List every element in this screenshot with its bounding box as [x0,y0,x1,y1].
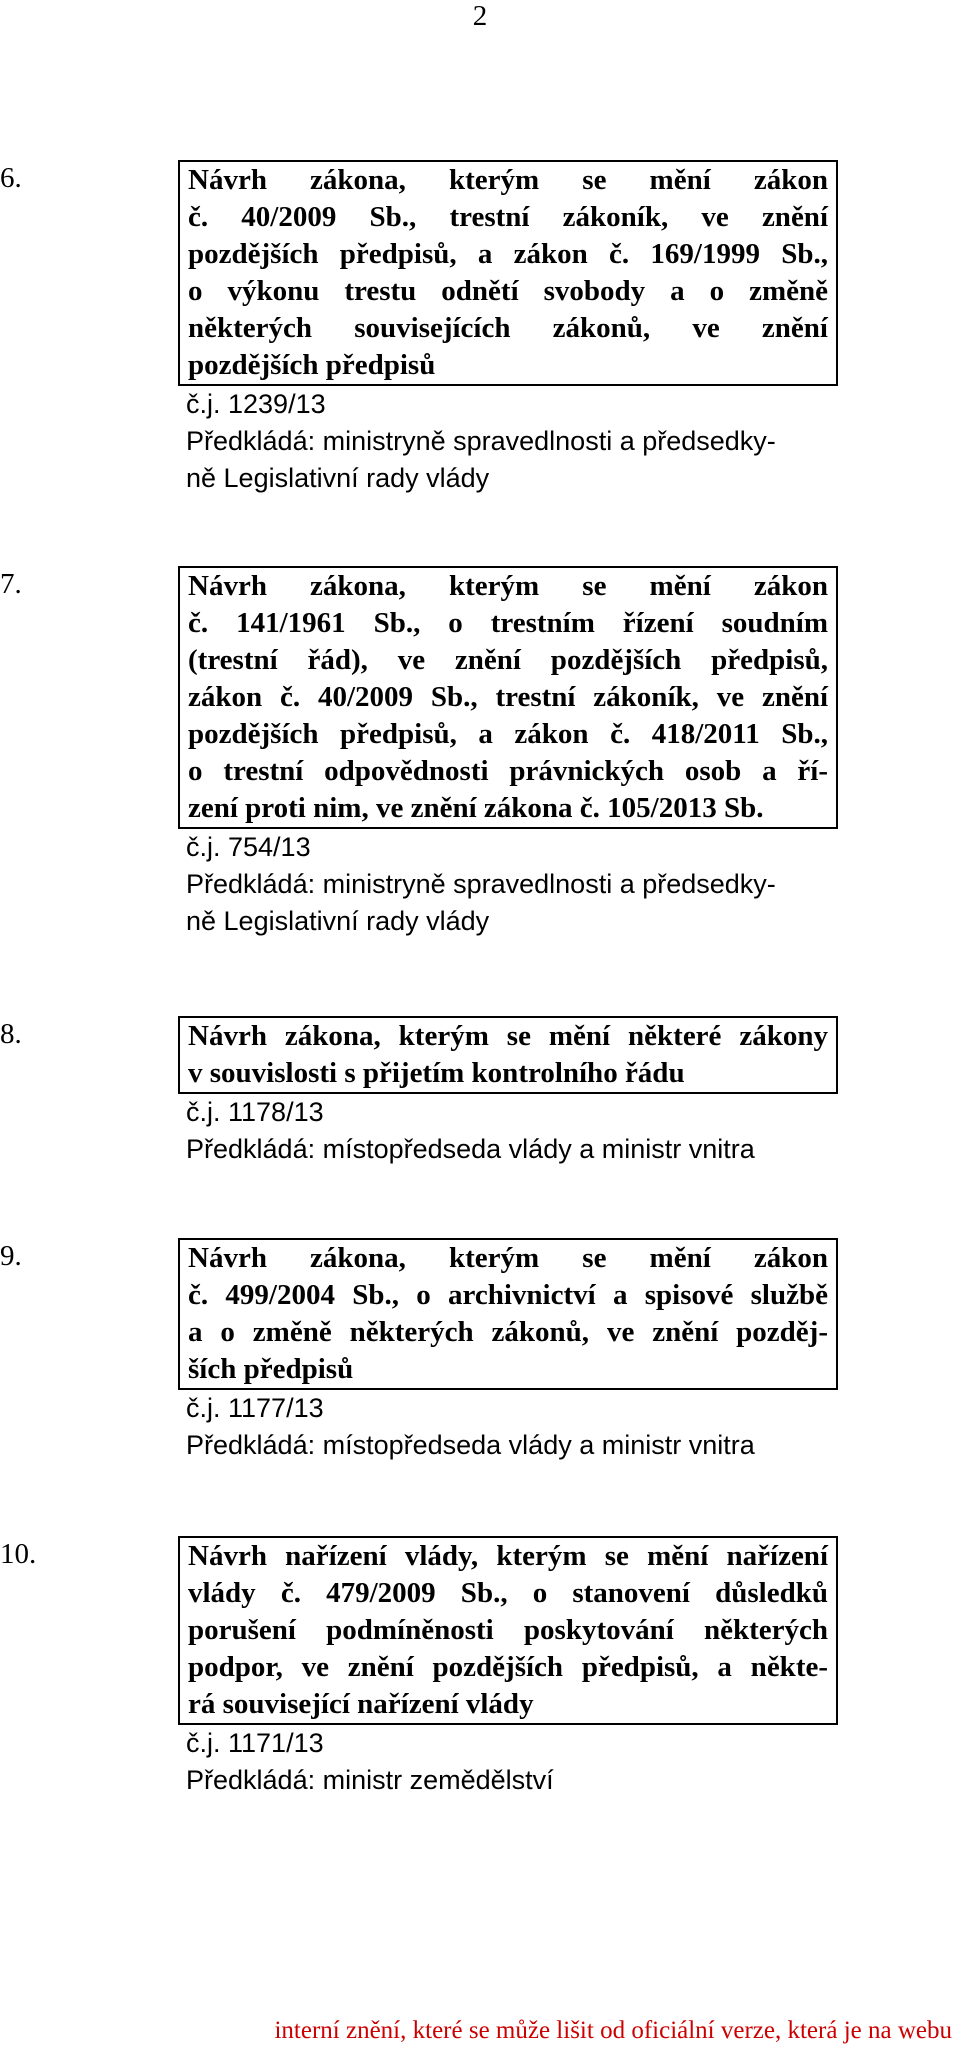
title-line: ších předpisů [188,1353,354,1385]
submitter-line: Předkládá: ministryně spravedlnosti a předsedky- [186,869,776,899]
item-body [186,160,842,497]
title-line: Návrh nařízení vlády, kterým se mění nařízení [188,1540,828,1572]
submitter-line: Předkládá: místopředseda vlády a ministr vnitra [186,1430,755,1460]
reference-number: č.j. 1171/13 [186,1728,324,1758]
title-line: podpor, ve znění pozdějších předpisů, a někte- [188,1651,828,1683]
title-line: zákon č. 40/2009 Sb., trestní zákoník, ve znění [188,681,828,713]
title-line: Návrh zákona, kterým se mění zákon [188,164,828,196]
title-line: rá související nařízení vlády [188,1688,534,1720]
title-line: vlády č. 479/2009 Sb., o stanovení důsledků [188,1577,828,1609]
title-line: pozdějších předpisů, a zákon č. 418/2011 Sb., [188,718,828,750]
submitter-line: ně Legislativní rady vlády [186,463,490,493]
item-title-box [178,1238,838,1390]
item-number: 7. [0,568,22,600]
internal-version-note: interní znění, které se může lišit od oficiální verze, která je na webu [274,2017,952,2044]
title-line: pozdějších předpisů [188,349,436,381]
item-title-box [178,1536,838,1725]
reference-number: č.j. 1178/13 [186,1097,324,1127]
title-line: některých souvisejících zákonů, ve znění [188,312,828,344]
title-line: zení proti nim, ve znění zákona č. 105/2013 Sb. [188,792,764,824]
title-line: č. 141/1961 Sb., o trestním řízení soudním [188,607,828,639]
title-line: v souvislosti s přijetím kontrolního řádu [188,1057,685,1089]
submitter-line: Předkládá: ministryně spravedlnosti a předsedky- [186,426,776,456]
title-line: Návrh zákona, kterým se mění zákon [188,1242,828,1274]
item-title-box [178,566,838,829]
reference-number: č.j. 1239/13 [186,389,326,419]
item-title-box [178,160,838,386]
submitter-line: Předkládá: místopředseda vlády a ministr vnitra [186,1134,755,1164]
page-number: 2 [472,0,488,32]
title-line: pozdějších předpisů, a zákon č. 169/1999 Sb., [188,238,828,270]
item-body [186,1536,842,1799]
item-body [186,1016,842,1168]
title-line: č. 499/2004 Sb., o archivnictví a spisové službě [188,1279,828,1311]
title-line: a o změně některých zákonů, ve znění pozděj- [188,1316,828,1348]
submitter-line: Předkládá: ministr zemědělství [186,1765,554,1795]
item-title-box [178,1016,838,1094]
title-line: o výkonu trestu odnětí svobody a o změně [188,275,828,307]
item-number: 10. [0,1538,37,1570]
reference-number: č.j. 754/13 [186,832,311,862]
item-body [186,1238,842,1464]
title-line: Návrh zákona, kterým se mění některé zákony [188,1020,828,1052]
item-number: 8. [0,1018,22,1050]
title-line: Návrh zákona, kterým se mění zákon [188,570,828,602]
title-line: porušení podmíněnosti poskytování některých [188,1614,828,1646]
item-number: 6. [0,162,22,194]
item-number: 9. [0,1240,22,1272]
title-line: č. 40/2009 Sb., trestní zákoník, ve znění [188,201,828,233]
title-line: o trestní odpovědnosti právnických osob a ří- [188,755,828,787]
title-line: (trestní řád), ve znění pozdějších předpisů, [188,644,828,676]
submitter-line: ně Legislativní rady vlády [186,906,490,936]
reference-number: č.j. 1177/13 [186,1393,324,1423]
item-body [186,566,842,940]
